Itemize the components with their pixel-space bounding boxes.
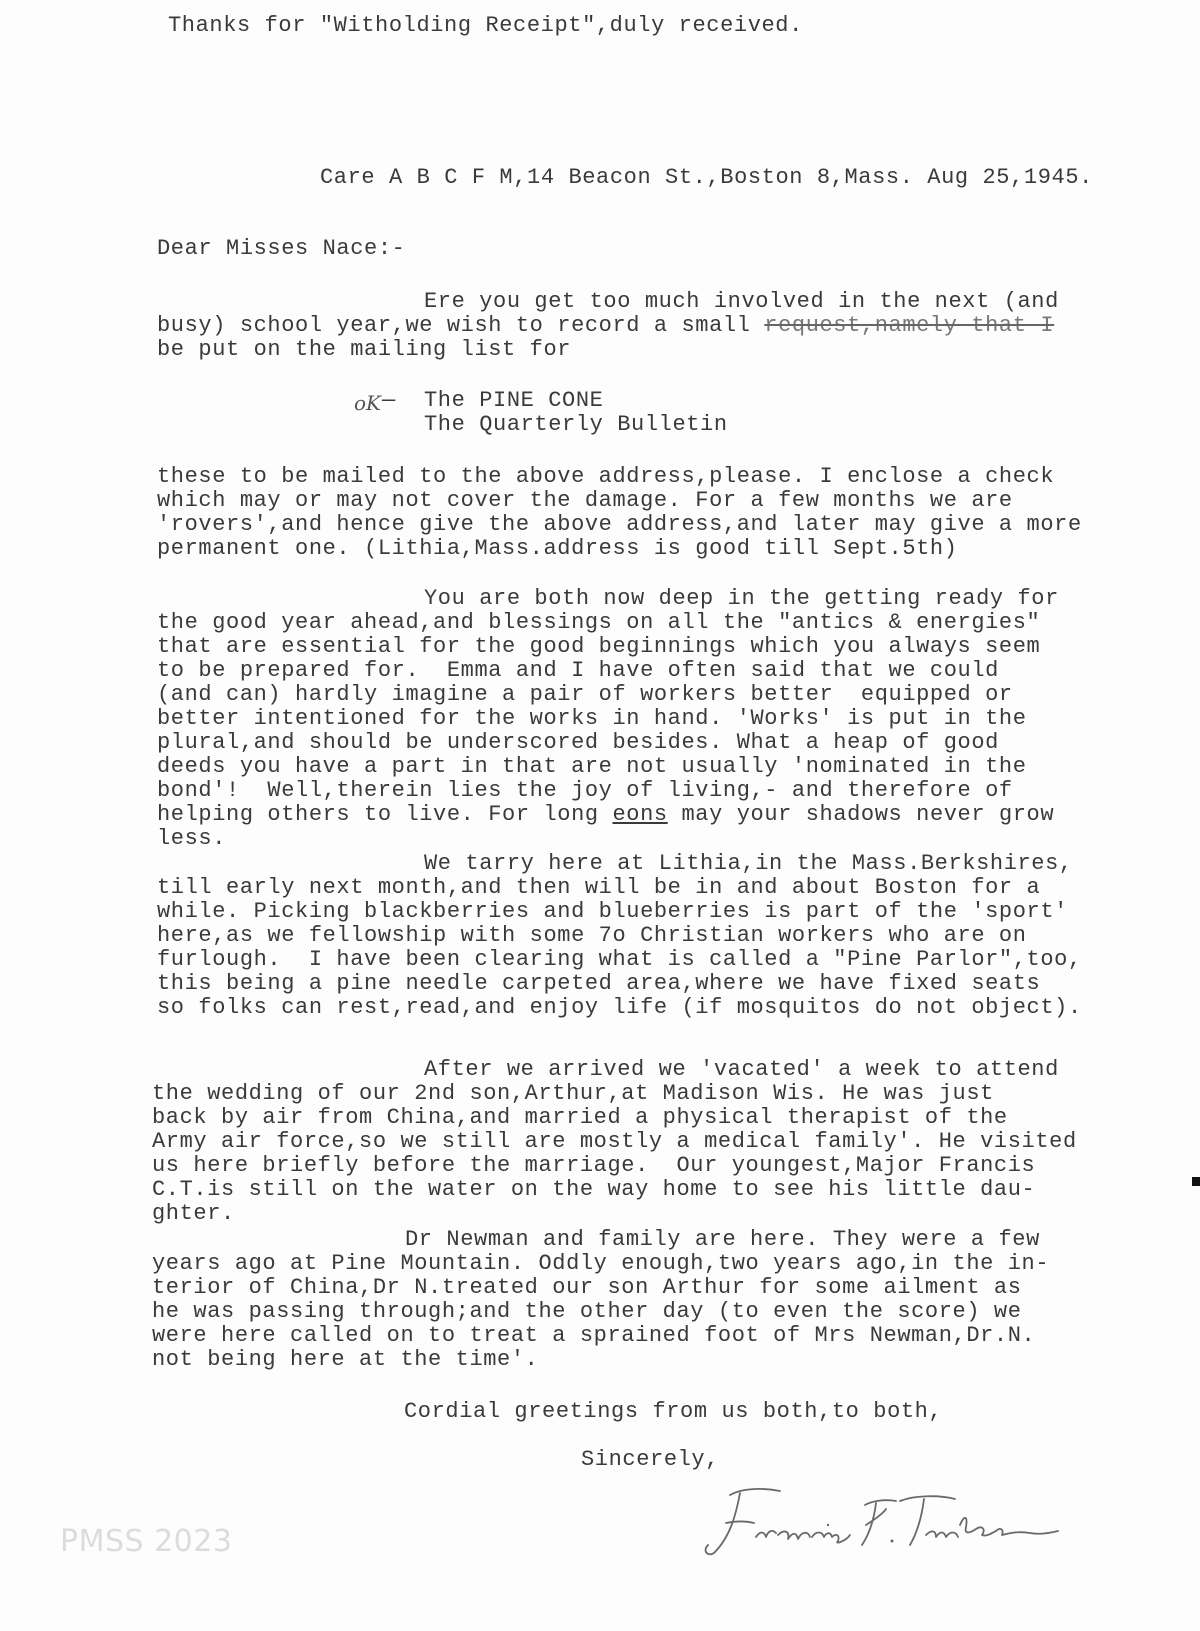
- paragraph1-line1: Ere you get too much involved in the next (and: [424, 289, 1059, 314]
- list-dash: —: [382, 388, 396, 413]
- handwritten-signature: [700, 1475, 1060, 1565]
- paragraph3-line: to be prepared for. Emma and I have often said that we could: [157, 658, 999, 683]
- paragraph4-line: while. Picking blackberries and blueberries is part of the 'sport': [157, 899, 1068, 924]
- paragraph3-line: less.: [157, 826, 227, 851]
- paragraph6-line: terior of China,Dr N.treated our son Arthur for some ailment as: [152, 1275, 1022, 1300]
- paragraph4-line: here,as we fellowship with some 7o Christian workers who are on: [157, 923, 1027, 948]
- paragraph3-line: that are essential for the good beginnings which you always seem: [157, 634, 1041, 659]
- paragraph4-line: this being a pine needle carpeted area,where we have fixed seats: [157, 971, 1041, 996]
- paragraph5-line: us here briefly before the marriage. Our youngest,Major Francis: [152, 1153, 1036, 1178]
- underlined-word: eons: [612, 802, 668, 827]
- paragraph5-line: back by air from China,and married a physical therapist of the: [152, 1105, 1008, 1130]
- paragraph3-line: deeds you have a part in that are not usually 'nominated in the: [157, 754, 1027, 779]
- paragraph2-line: which may or may not cover the damage. For a few months we are: [157, 488, 1013, 513]
- closing-line: Cordial greetings from us both,to both,: [404, 1399, 943, 1424]
- paragraph6-line: not being here at the time'.: [152, 1347, 539, 1372]
- valediction: Sincerely,: [581, 1447, 720, 1472]
- paragraph1-line2: [157, 314, 1054, 338]
- paragraph6-line: were here called on to treat a sprained foot of Mrs Newman,Dr.N.: [152, 1323, 1036, 1348]
- paragraph4-first-line: We tarry here at Lithia,in the Mass.Berkshires,: [424, 851, 1073, 876]
- paragraph5-line: C.T.is still on the water on the way home to see his little dau-: [152, 1177, 1036, 1202]
- pmss-watermark: PMSS 2023: [60, 1524, 233, 1559]
- paragraph3-line: bond'! Well,therein lies the joy of living,- and therefore of: [157, 778, 1013, 803]
- paragraph1-line3: be put on the mailing list for: [157, 337, 572, 362]
- paragraph3-line-end: may your shadows never grow: [667, 802, 1055, 827]
- paragraph4: [157, 876, 1082, 1020]
- paragraph3-line: better intentioned for the works in hand. 'Works' is put in the: [157, 706, 1027, 731]
- list-item-quarterly-bulletin: The Quarterly Bulletin: [424, 412, 728, 437]
- paragraph3-line: [157, 803, 1054, 827]
- paragraph5-line: ghter.: [152, 1201, 235, 1226]
- paragraph2-line: permanent one. (Lithia,Mass.address is good till Sept.5th): [157, 536, 958, 561]
- paragraph6-line: he was passing through;and the other day (to even the score) we: [152, 1299, 1022, 1324]
- paragraph6-first-line: Dr Newman and family are here. They were a few: [405, 1227, 1040, 1252]
- paragraph3-line: plural,and should be underscored besides. What a heap of good: [157, 730, 999, 755]
- list-item-pine-cone: The PINE CONE: [424, 388, 604, 413]
- paragraph1-line2-text: busy) school year,we wish to record a small: [157, 313, 765, 338]
- paragraph2-line: 'rovers',and hence give the above address,and later may give a more: [157, 512, 1082, 537]
- paragraph3-first-line: You are both now deep in the getting ready for: [424, 586, 1059, 611]
- paragraph6-line: years ago at Pine Mountain. Oddly enough,two years ago,in the in-: [152, 1251, 1050, 1276]
- paragraph3-line-start: helping others to live. For long: [157, 802, 613, 827]
- handwritten-ok-annotation: oK: [354, 391, 381, 415]
- paragraph4-line: furlough. I have been clearing what is called a "Pine Parlor",too,: [157, 947, 1082, 972]
- address-date-line: Care A B C F M,14 Beacon St.,Boston 8,Mass. Aug 25,1945.: [320, 165, 1093, 190]
- paragraph5: [152, 1082, 1077, 1226]
- paragraph4-line: till early next month,and then will be in and about Boston for a: [157, 875, 1041, 900]
- paragraph6: [152, 1252, 1049, 1372]
- paragraph3-line: the good year ahead,and blessings on all the "antics & energies": [157, 610, 1041, 635]
- paragraph2: [157, 465, 1082, 561]
- paragraph2-line: these to be mailed to the above address,please. I enclose a check: [157, 464, 1055, 489]
- edge-mark: [1192, 1177, 1200, 1186]
- salutation: Dear Misses Nace:-: [157, 236, 406, 261]
- top-note: Thanks for "Witholding Receipt",duly received.: [168, 13, 803, 38]
- paragraph3: [157, 611, 1054, 851]
- paragraph5-first-line: After we arrived we 'vacated' a week to attend: [424, 1057, 1059, 1082]
- paragraph5-line: Army air force,so we still are mostly a medical family'. He visited: [152, 1129, 1077, 1154]
- paragraph3-line: (and can) hardly imagine a pair of workers better equipped or: [157, 682, 1013, 707]
- paragraph5-line: the wedding of our 2nd son,Arthur,at Madison Wis. He was just: [152, 1081, 994, 1106]
- struck-text: request,namely that I: [764, 313, 1055, 338]
- paragraph4-line: so folks can rest,read,and enjoy life (if mosquitos do not object).: [157, 995, 1082, 1020]
